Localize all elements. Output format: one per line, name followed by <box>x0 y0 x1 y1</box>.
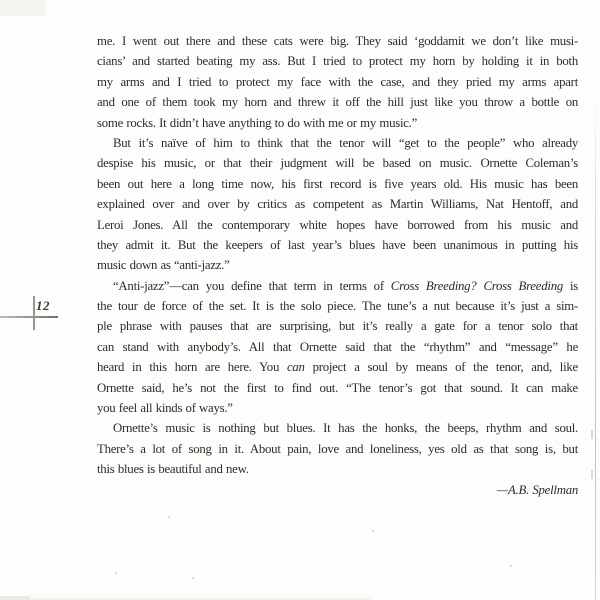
page-number: 12 <box>36 298 50 313</box>
text-line: they admit it. But the keepers of last year’s blues have been unanimous in putting his <box>97 237 578 252</box>
text-line: you feel all kinds of ways.” <box>97 401 233 416</box>
text-line: “Anti-jazz”—can you define that term in terms of Cross Breeding? Cross Breeding is <box>113 278 578 293</box>
text-line: can stand with anybody’s. All that Ornette said that the “rhythm” and “message” he <box>97 339 578 354</box>
text-line: this blues is beautiful and new. <box>97 462 249 477</box>
page-edge-line <box>595 88 597 600</box>
paragraph <box>97 133 578 276</box>
text-line: But it’s naïve of him to think that the tenor will “get to the people” who already <box>113 135 578 150</box>
text-line: music down as “anti-jazz.” <box>97 258 230 273</box>
scan-smudge-top-left <box>0 0 46 16</box>
scan-speck <box>510 565 512 567</box>
text-line: my arms and I tried to protect my face with the case, and they pried my arms apart <box>97 74 578 89</box>
author-signature: —A.B. Spellman <box>496 482 578 497</box>
text-line: There’s a lot of song in it. About pain, love and loneliness, yes old as that song is, but <box>97 441 578 456</box>
scan-speck <box>168 516 170 518</box>
text-line: Leroi Jones. All the contemporary white hopes have borrowed from his music and <box>97 217 578 232</box>
text-line: some rocks. It didn’t have anything to do with me or my music.” <box>97 115 418 130</box>
margin-rule-horizontal <box>0 316 58 318</box>
text-line: heard in this horn are here. You can project a soul by means of the tenor, and, like <box>97 360 578 375</box>
scan-speck <box>591 470 593 479</box>
scan-speck <box>372 530 374 532</box>
scan-shadow-bottom <box>0 596 30 600</box>
text-line: me. I went out there and these cats were big. They said ‘goddamit we don’t like musi- <box>97 34 578 48</box>
text-line: ple phrase with pauses that are surprising, but it’s really a gate for a tenor solo that <box>97 319 578 334</box>
paragraph <box>97 276 578 419</box>
text-line: cians’ and started beating my ass. But I tried to protect my horn by holding it in both <box>97 54 578 69</box>
text-line: explained over and over by critics as competent as Martin Williams, Nat Hentoff, and <box>97 197 578 212</box>
text-line: Ornette’s music is nothing but blues. It has the honks, the beeps, rhythm and soul. <box>113 421 578 436</box>
text-line: been out here a long time now, his first record is five years old. His music has been <box>97 176 578 191</box>
scan-speck <box>115 572 117 574</box>
text-line: despise his music, or that their judgment will be based on music. Ornette Coleman’s <box>97 156 578 171</box>
text-line: and one of them took my horn and threw it off the hill just like you throw a bottle on <box>97 95 578 110</box>
body-text <box>97 31 578 500</box>
margin-rule-vertical <box>33 296 35 330</box>
paragraph <box>97 418 578 479</box>
text-line: Ornette said, he’s not the first to find out. “The tenor’s got that sound. It can make <box>97 380 578 395</box>
text-line: the tour de force of the set. It is the solo piece. The tune’s a nut because it’s just a sim- <box>97 299 578 314</box>
scan-speck <box>192 577 194 579</box>
scan-speck <box>591 430 593 439</box>
paragraphs <box>97 31 578 480</box>
paragraph <box>97 31 578 133</box>
